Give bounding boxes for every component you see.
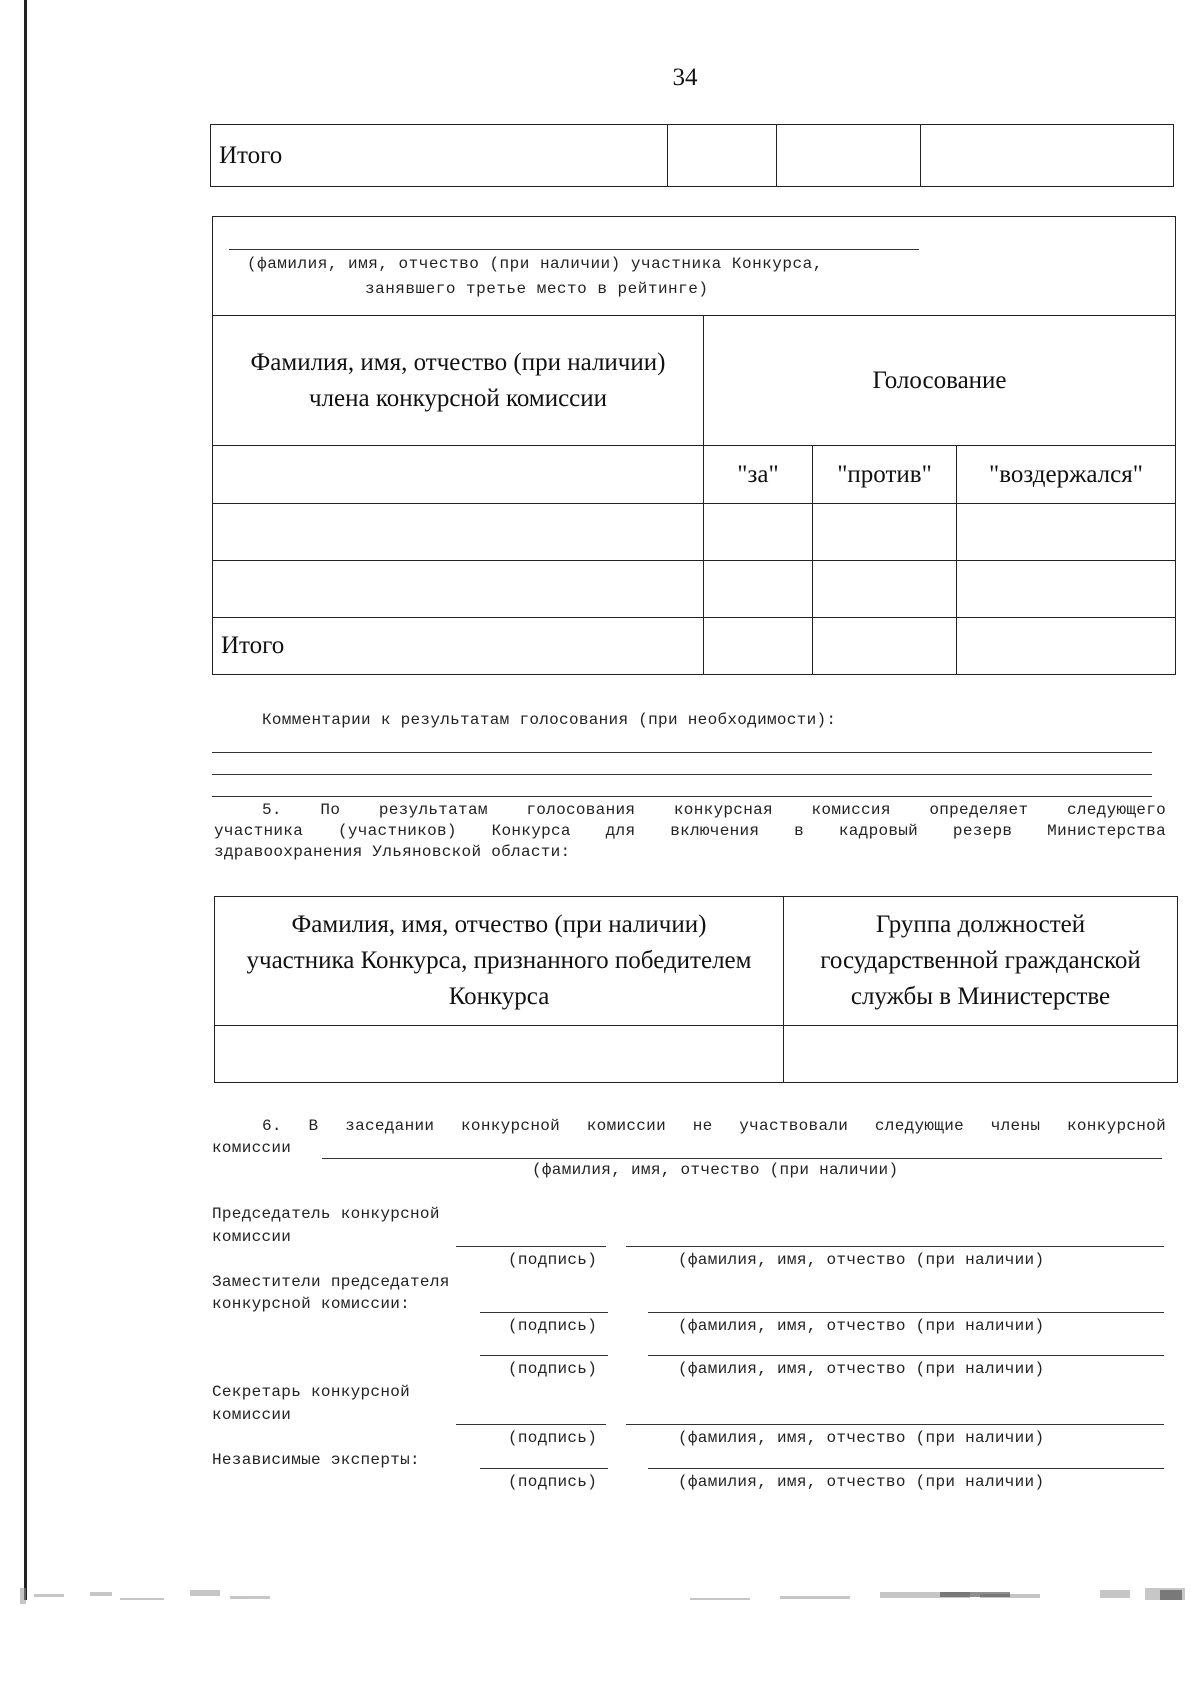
scan-noise-bottom <box>0 1580 1200 1620</box>
deputy1-sign-caption: (подпись) <box>508 1317 598 1335</box>
deputy2-sign-line <box>480 1355 608 1356</box>
col-for: "за" <box>704 446 813 504</box>
secretary-label-1: Секретарь конкурсной <box>212 1383 411 1401</box>
deputy2-name-line <box>648 1355 1164 1356</box>
deputy1-name-line <box>648 1312 1164 1313</box>
secretary-sign-line <box>456 1424 606 1425</box>
winner-col-group: Группа должностей государственной гражданской службы в Министерстве <box>784 897 1178 1026</box>
vote-row-2-abstain <box>957 561 1176 618</box>
experts-name-caption: (фамилия, имя, отчество (при наличии) <box>678 1473 1045 1491</box>
deputy1-sign-line <box>480 1312 608 1313</box>
vote-row-2-for <box>704 561 813 618</box>
comments-line-3 <box>212 796 1152 797</box>
top-total-abstain-cell <box>921 125 1174 187</box>
secretary-name-caption: (фамилия, имя, отчество (при наличии) <box>678 1429 1045 1447</box>
vote-total-against <box>813 618 957 675</box>
chair-sign-line <box>456 1246 606 1247</box>
winner-col-name: Фамилия, имя, отчество (при наличии) участника Конкурса, признанного победителем Конкурса <box>215 897 784 1026</box>
deputy2-sign-caption: (подпись) <box>508 1360 598 1378</box>
header-member-blank <box>213 446 704 504</box>
top-total-label: Итого <box>211 125 668 187</box>
section6-name-line <box>322 1158 1162 1159</box>
section6-line1: 6. В заседании конкурсной комиссии не участвовали следующие члены конкурсной <box>262 1117 1166 1135</box>
winner-row-group <box>784 1026 1178 1083</box>
winner-table <box>214 896 1178 1083</box>
vote-total-for <box>704 618 813 675</box>
third-place-voting-table <box>212 216 1176 675</box>
top-total-against-cell <box>777 125 921 187</box>
experts-name-line <box>648 1468 1164 1469</box>
vote-row-1-against <box>813 504 957 561</box>
third-place-caption-line2: занявшего третье место в рейтинге) <box>365 280 709 298</box>
col-against: "против" <box>813 446 957 504</box>
vote-total-abstain <box>957 618 1176 675</box>
section6-caption: (фамилия, имя, отчество (при наличии) <box>532 1161 899 1179</box>
header-member-name: Фамилия, имя, отчество (при наличии) члена конкурсной комиссии <box>213 316 704 446</box>
experts-sign-line <box>480 1468 608 1469</box>
secretary-sign-caption: (подпись) <box>508 1429 598 1447</box>
section5-line3: здравоохранения Ульяновской области: <box>214 843 571 861</box>
secretary-label-2: комиссии <box>212 1406 292 1424</box>
chair-name-line <box>626 1246 1164 1247</box>
section5-line2: участника (участников) Конкурса для включения в кадровый резерв Министерства <box>214 822 1166 840</box>
deputy2-name-caption: (фамилия, имя, отчество (при наличии) <box>678 1360 1045 1378</box>
deputies-label-2: конкурсной комиссии: <box>212 1295 411 1313</box>
vote-row-1-abstain <box>957 504 1176 561</box>
chair-name-caption: (фамилия, имя, отчество (при наличии) <box>678 1251 1045 1269</box>
comments-line-2 <box>212 774 1152 775</box>
secretary-name-line <box>626 1424 1164 1425</box>
top-total-table <box>210 124 1174 187</box>
section5-line1: 5. По результатам голосования конкурсная комиссия определяет следующего <box>262 801 1166 819</box>
comments-label: Комментарии к результатам голосования (при необходимости): <box>262 711 837 729</box>
deputies-label-1: Заместители председателя <box>212 1273 450 1291</box>
experts-label: Независимые эксперты: <box>212 1451 420 1469</box>
page-number: 34 <box>672 64 698 91</box>
header-voting: Голосование <box>704 316 1176 446</box>
vote-total-label: Итого <box>213 618 704 675</box>
deputy1-name-caption: (фамилия, имя, отчество (при наличии) <box>678 1317 1045 1335</box>
chair-label-2: комиссии <box>212 1228 292 1246</box>
section6-line2: комиссии <box>212 1139 292 1157</box>
vote-row-1-for <box>704 504 813 561</box>
chair-sign-caption: (подпись) <box>508 1251 598 1269</box>
vote-row-1-name <box>213 504 704 561</box>
third-place-caption-cell <box>213 217 1176 316</box>
third-place-caption-line1: (фамилия, имя, отчество (при наличии) участника Конкурса, <box>247 255 823 273</box>
scan-margin-bar <box>24 0 27 1600</box>
experts-sign-caption: (подпись) <box>508 1473 598 1491</box>
third-place-name-line <box>229 249 919 250</box>
chair-label-1: Председатель конкурсной <box>212 1205 440 1223</box>
vote-row-2-name <box>213 561 704 618</box>
top-total-for-cell <box>668 125 777 187</box>
comments-line-1 <box>212 752 1152 753</box>
col-abstain: "воздержался" <box>957 446 1176 504</box>
vote-row-2-against <box>813 561 957 618</box>
winner-row-name <box>215 1026 784 1083</box>
